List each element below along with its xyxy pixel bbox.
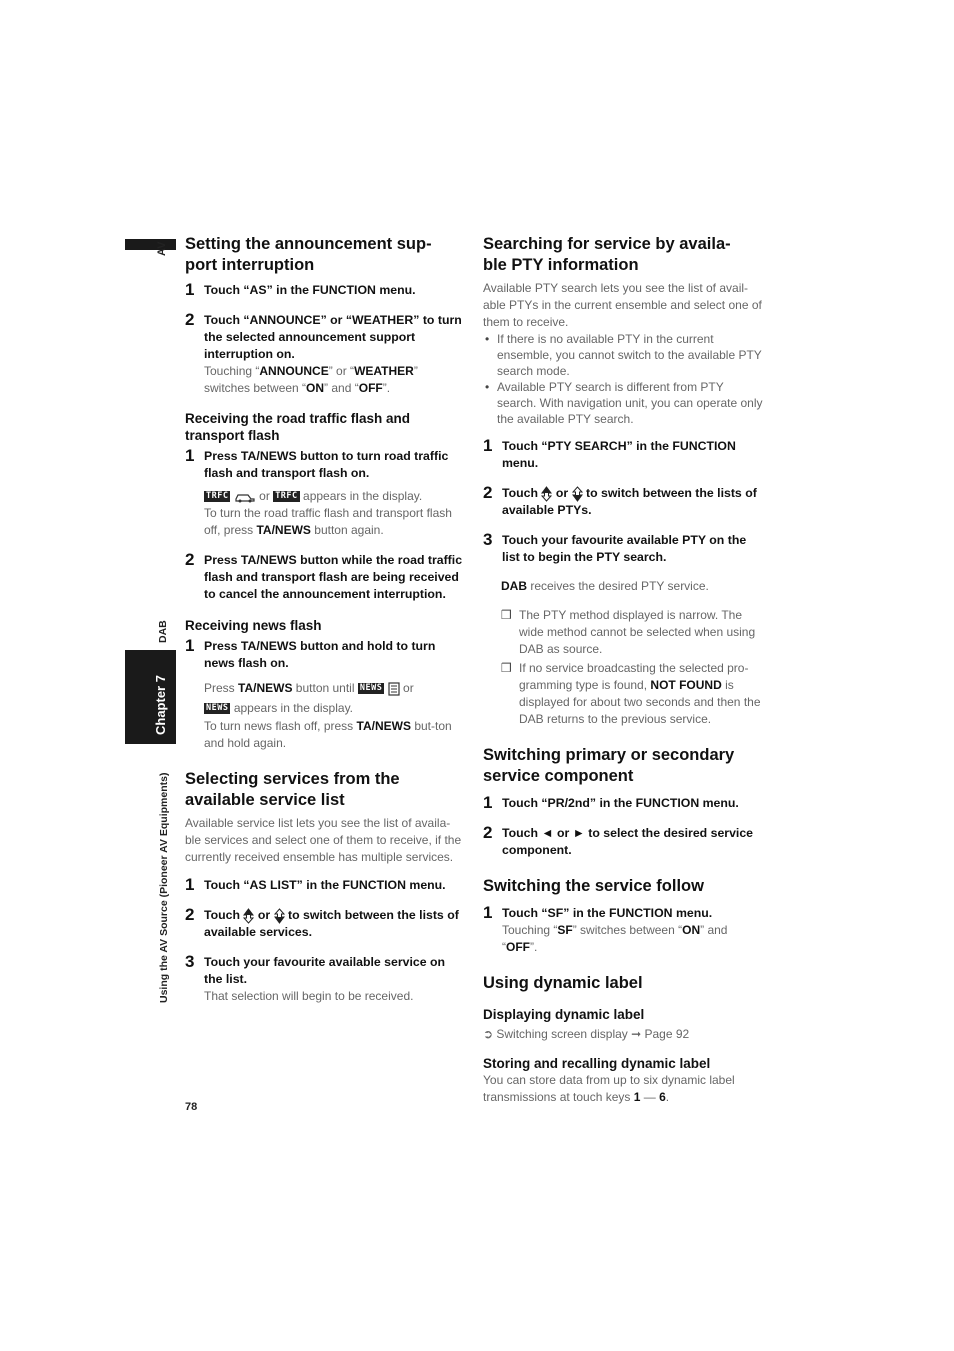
- up-arrow-icon: [243, 908, 254, 924]
- subheading-road-traffic: Receiving the road traffic flash and transport flash: [185, 411, 411, 443]
- sidebar-top-bar: [125, 239, 176, 250]
- step: [483, 532, 763, 566]
- step-text: Press TA/NEWS button to turn road traffic flash and transport flash on.: [204, 449, 449, 480]
- step-number: 1: [483, 793, 493, 812]
- step-text: Touch “ANNOUNCE” or “WEATHER” to turn the selected announcement support interruption on.: [204, 313, 462, 361]
- step-text: Touch or to switch between the lists of available services.: [204, 908, 459, 939]
- chapter-tab: [125, 650, 176, 744]
- sidebar-dab-label: DAB: [157, 620, 169, 643]
- step-text: Touch or to switch between the lists of available PTYs.: [502, 486, 757, 517]
- page-number: 78: [185, 1101, 198, 1113]
- step: [483, 825, 763, 859]
- step-text: Touch your favourite available service on the list.: [204, 955, 446, 986]
- step-body: DAB receives the desired PTY service.: [501, 579, 709, 593]
- step: [483, 438, 763, 472]
- down-arrow-icon: [572, 486, 583, 502]
- list-item: • If there is no available PTY in the current ensemble, you cannot switch to the available PTY search mode.: [483, 331, 763, 379]
- trfc-icon: TRFC: [275, 491, 298, 502]
- step-text: Touch “PR/2nd” in the FUNCTION menu.: [502, 796, 739, 810]
- step: [483, 905, 763, 956]
- step-body: To turn news flash off, press TA/NEWS but-ton and hold again.: [204, 719, 452, 750]
- step-number: 1: [185, 636, 195, 655]
- note-list: [501, 607, 763, 728]
- step: [185, 877, 465, 894]
- heading-primary-secondary: Switching primary or secondary service component: [483, 746, 735, 785]
- heading-pty-search: Searching for service by availa- ble PTY information: [483, 235, 731, 274]
- intro-paragraph: Available service list lets you see the list of availa-ble services and select one of them to receive, if the currently received ensemble has multiple services.: [185, 816, 462, 864]
- step-body: That selection will begin to be received.: [204, 989, 414, 1003]
- step-number: 1: [185, 875, 195, 894]
- step-body: Press TA/NEWS button until NEWS or NEWS appears in the display.: [204, 681, 414, 715]
- step-number: 1: [483, 903, 493, 922]
- step: [185, 907, 465, 941]
- sidebar-av-label: AV: [156, 241, 168, 256]
- step-number: 1: [483, 436, 493, 455]
- step: [185, 312, 465, 397]
- step-number: 2: [185, 310, 195, 329]
- step-text: Press TA/NEWS button and hold to turn news flash on.: [204, 639, 436, 670]
- heading-service-list: Selecting services from the available service list: [185, 770, 400, 809]
- step-text: Touch “AS” in the FUNCTION menu.: [204, 283, 416, 297]
- bullet-list: [483, 331, 763, 427]
- step: [185, 954, 465, 1005]
- intro-paragraph: Available PTY search lets you see the list of avail-able PTYs in the current ensemble and select one of them to receive.: [483, 281, 762, 329]
- list-item: ❒ If no service broadcasting the selected pro-gramming type is found, NOT FOUND is displayed for about two seconds and then the DAB returns to the previous service.: [501, 661, 761, 726]
- list-item: • Available PTY search is different from PTY search. With navigation unit, you can operate only the available PTY search.: [483, 379, 763, 427]
- subheading-displaying-dynamic-label: Displaying dynamic label: [483, 1007, 645, 1022]
- chapter-label: Chapter 7: [153, 675, 168, 735]
- step-text: Press TA/NEWS button while the road traffic flash and transport flash are being received to cancel the announcement interruption.: [204, 553, 463, 601]
- step-number: 3: [483, 530, 493, 549]
- step-text: Touch “SF” in the FUNCTION menu.: [502, 906, 713, 920]
- news-icon: NEWS: [359, 683, 383, 694]
- news-icon: NEWS: [206, 703, 229, 714]
- step: [483, 485, 763, 519]
- heading-announcement: Setting the announcement sup- port interruption: [185, 235, 432, 274]
- step-number: 2: [483, 823, 493, 842]
- step-body: TRFC or TRFC appears in the display. To turn the road traffic flash and transport flash off, press TA/NEWS button again.: [204, 489, 452, 537]
- body-paragraph: You can store data from up to six dynamic label transmissions at touch keys 1 — 6.: [483, 1073, 735, 1104]
- right-column: [483, 233, 763, 1106]
- step-text: Touch ◄ or ► to select the desired service component.: [502, 826, 753, 857]
- step-number: 3: [185, 952, 195, 971]
- step-text: Touch your favourite available PTY on the list to begin the PTY search.: [502, 533, 747, 564]
- down-arrow-icon: [274, 908, 285, 924]
- step-body: Touching “ANNOUNCE” or “WEATHER” switches between “ON” and “OFF”.: [204, 364, 418, 395]
- section-label: Using the AV Source (Pioneer AV Equipments): [158, 772, 170, 1003]
- heading-service-follow: Switching the service follow: [483, 877, 704, 895]
- step-number: 1: [185, 280, 195, 299]
- step: [185, 638, 465, 752]
- step: [185, 552, 465, 603]
- step-text: Touch “PTY SEARCH” in the FUNCTION menu.: [502, 439, 736, 470]
- car-icon: [234, 491, 256, 503]
- up-arrow-icon: [541, 486, 552, 502]
- subheading-storing-dynamic-label: Storing and recalling dynamic label: [483, 1056, 711, 1071]
- step-number: 2: [185, 905, 195, 924]
- heading-dynamic-label: Using dynamic label: [483, 974, 643, 992]
- subheading-news-flash: Receiving news flash: [185, 618, 322, 633]
- step-number: 2: [483, 483, 493, 502]
- news-doc-icon: [388, 682, 400, 696]
- step: [483, 795, 763, 812]
- trfc-icon: TRFC: [206, 491, 229, 502]
- cross-reference: ➲ Switching screen display ➞ Page 92: [483, 1027, 690, 1041]
- list-item: ❒ The PTY method displayed is narrow. The wide method cannot be selected when using DAB as source.: [501, 608, 756, 656]
- step-number: 1: [185, 446, 195, 465]
- step-body: Touching “SF” switches between “ON” and “OFF”.: [502, 923, 728, 954]
- step-text: Touch “AS LIST” in the FUNCTION menu.: [204, 878, 446, 892]
- step: [185, 282, 465, 299]
- left-column: [185, 233, 465, 1005]
- step-number: 2: [185, 550, 195, 569]
- step: [185, 448, 465, 539]
